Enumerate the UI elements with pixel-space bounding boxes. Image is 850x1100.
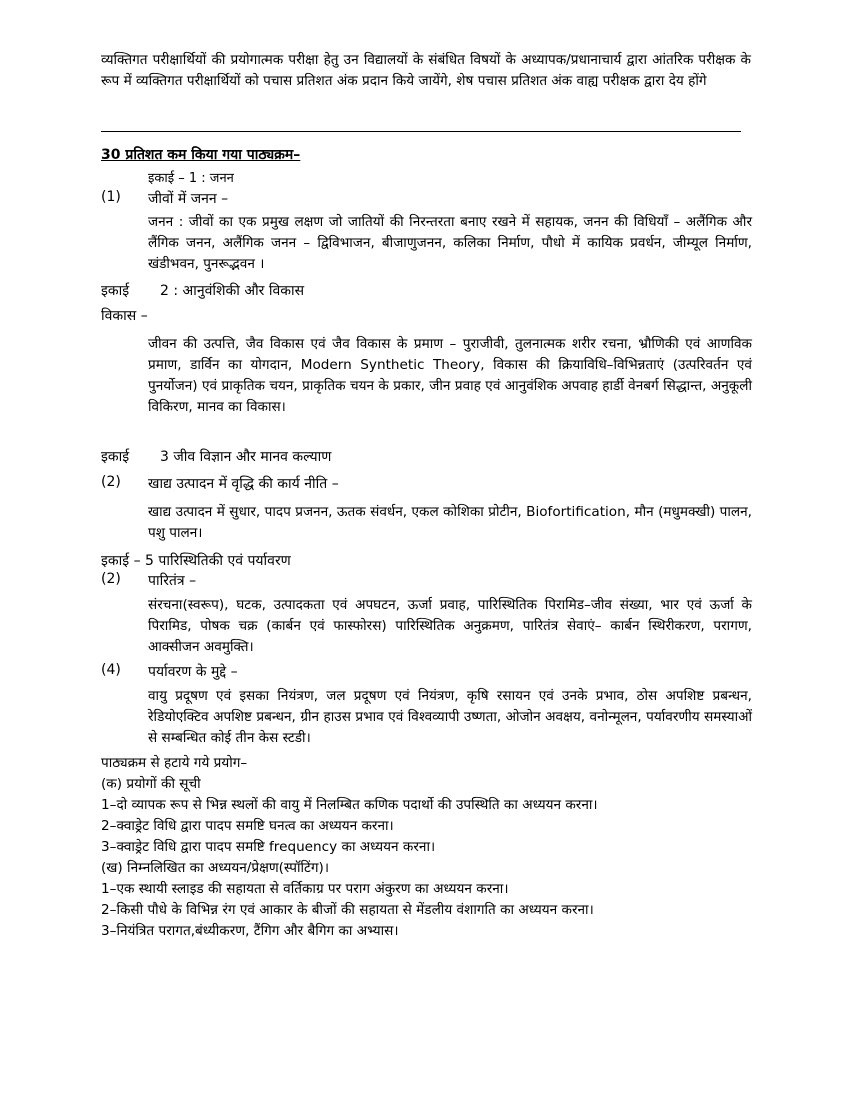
list-item: 2–क्वाड्रेट विधि द्वारा पादप समष्टि घनत्व का अध्ययन करना।	[101, 818, 394, 834]
unit1-item-number: (1)	[101, 189, 121, 205]
unit5-item1-title: पारितंत्र –	[148, 573, 197, 589]
list-b-title: (ख) निम्नलिखित का अध्ययन/प्रेक्षण(स्पॉटिंग)।	[101, 860, 329, 876]
unit5-item2-number: (4)	[101, 662, 121, 678]
list-item: 3–क्वाड्रेट विधि द्वारा पादप समष्टि frequency का अध्ययन करना।	[101, 839, 436, 855]
unit5-title: इकाई – 5 पारिस्थितिकी एवं पर्यावरण	[101, 553, 291, 569]
unit3-title: 3 जीव विज्ञान और मानव कल्याण	[160, 449, 332, 465]
list-item: 1–दो व्यापक रूप से भिन्न स्थलों की वायु में निलम्बित कणिक पदार्थो की उपस्थिति का अध्ययन करना।	[101, 797, 598, 813]
unit3-label: इकाई	[101, 449, 130, 465]
separator-line	[101, 131, 741, 132]
unit5-item2-text: वायु प्रदूषण एवं इसका नियंत्रण, जल प्रदूषण एवं नियंत्रण, कृषि रसायन एवं उनके प्रभाव, ठोस अपशिष्ट प्रबन्धन, रेडियोएक्टिव अपशिष्ट प्रबन्धन, ग्रीन हाउस प्रभाव एवं विश्वव्यापी उष्णता, ओजोन अवक्षय, वनोन्मूलन, पर्यावरणीय समस्याओं से सम्बन्धित कोई तीन केस स्टडी।	[148, 688, 752, 746]
unit5-item1-text: संरचना(स्वरूप), घटक, उत्पादकता एवं अपघटन, ऊर्जा प्रवाह, पारिस्थितिक पिरामिड–जीव संख्या, भार एवं ऊर्जा के पिरामिड, पोषक चक्र (कार्बन एवं फास्फोरस) पारिस्थितिक अनुक्रमण, पारितंत्र सेवाएं– कार्बन स्थिरीकरण, परागण, आक्सीजन अवमुक्ति।	[148, 597, 752, 655]
unit2-subheading: विकास –	[101, 308, 148, 324]
unit3-text: खाद्य उत्पादन में सुधार, पादप प्रजनन, ऊतक संवर्धन, एकल कोशिका प्रोटीन, Biofortification, मौन (मधुमक्खी) पालन, पशु पालन।	[148, 504, 752, 541]
unit1-title: इकाई – 1 : जनन	[148, 171, 234, 186]
reduced-syllabus-heading: 30 प्रतिशत कम किया गया पाठ्यक्रम–	[101, 147, 301, 163]
removed-heading: पाठ्यक्रम से हटाये गये प्रयोग–	[101, 755, 248, 771]
unit2-title: 2 : आनुवंशिकी और विकास	[160, 283, 305, 299]
removed-experiments	[101, 753, 761, 942]
list-item: 3–नियंत्रित परागत,बंध्यीकरण, टैंगिग और बैगिग का अभ्यास।	[101, 923, 399, 939]
unit1-item-title: जीवों में जनन –	[148, 191, 229, 207]
unit3-item-title: खाद्य उत्पादन में वृद्धि की कार्य नीति –	[148, 476, 339, 492]
unit1-text: जनन : जीवों का एक प्रमुख लक्षण जो जातियों की निरन्तरता बनाए रखने में सहायक, जनन की विधियाँ – अलैंगिक और लैंगिक जनन, अलैंगिक जनन – द्विविभाजन, बीजाणुजनन, कलिका निर्माण, पौधो में कायिक प्रवर्धन, जीम्यूल निर्माण, खंडीभवन, पुनरूद्भवन ।	[148, 214, 752, 272]
unit5-item2-title: पर्यावरण के मुद्दे –	[148, 664, 238, 680]
list-a-title: (क) प्रयोगों की सूची	[101, 776, 201, 792]
unit2-text: जीवन की उत्पत्ति, जैव विकास एवं जैव विकास के प्रमाण – पुराजीवी, तुलनात्मक शरीर रचना, भ्रौणिकी एवं आणविक प्रमाण, डार्विन का योगदान, Modern Synthetic Theory, विकास की क्रियाविधि–विभिन्नताएं (उत्परिवर्तन एवं पुनर्योजन) एवं प्राकृतिक चयन, प्राकृतिक चयन के प्रकार, जीन प्रवाह एवं आनुवंशिक अपवाह हार्डी वेनबर्ग सिद्धान्त, अनुकूली विकिरण, मानव का विकास।	[148, 336, 752, 415]
unit5-item1-number: (2)	[101, 571, 121, 587]
unit3-item-number: (2)	[101, 474, 121, 490]
intro-paragraph: व्यक्तिगत परीक्षार्थियों की प्रयोगात्मक परीक्षा हेतु उन विद्यालयों के संबंधित विषयों के अध्यापक/प्रधानाचार्य द्वारा आंतरिक परीक्षक के रूप में व्यक्तिगत परीक्षार्थियों को पचास प्रतिशत अंक प्रदान किये जायेंगे, शेष पचास प्रतिशत अंक वाह्य परीक्षक द्वारा देय होंगे	[101, 52, 751, 89]
list-item: 2–किसी पौधे के विभिन्न रंग एवं आकार के बीजों की सहायता से मेंडलीय वंशागति का अध्ययन करना।	[101, 902, 594, 918]
list-item: 1–एक स्थायी स्लाइड की सहायता से वर्तिकाग्र पर पराग अंकुरण का अध्ययन करना।	[101, 881, 509, 897]
unit2-label: इकाई	[101, 283, 130, 299]
